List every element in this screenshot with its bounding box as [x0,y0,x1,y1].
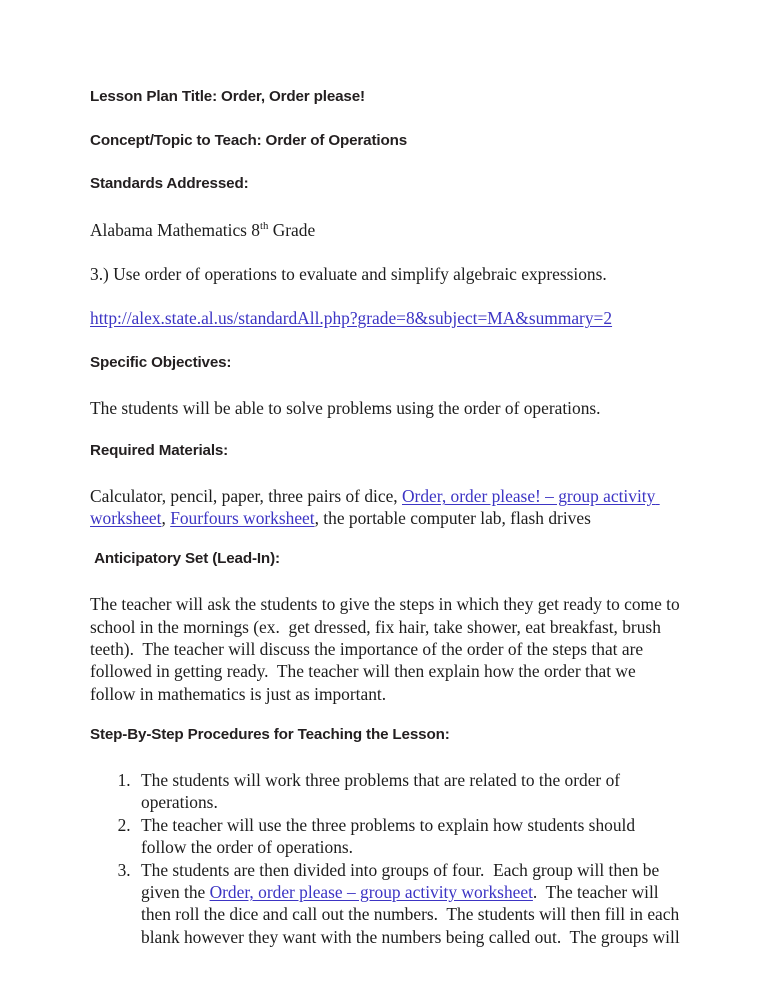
group-activity-worksheet-link[interactable]: Order, order please! – group activity worksheet [90,486,660,529]
document-body [90,88,685,948]
standards-url-link[interactable]: http://alex.state.al.us/standardAll.php?grade=8&subject=MA&summary=2 [90,308,613,329]
anticipatory-set-text: The teacher will ask the students to give the steps in which they get ready to come to school in the mornings (ex. get dressed, fix hair, take shower, eat breakfast, brush teeth). The teacher will discuss the importance of the order of the steps that are followed in getting ready. The teacher will then explain how the order that we follow in mathematics is just as important. [90,594,685,704]
list-item [135,859,682,948]
specific-objectives-heading: Specific Objectives: [90,353,232,371]
ordinal-suffix: th [259,219,269,232]
step-3-suffix-text: . The teacher will then roll the dice and call out the numbers. The students will then fill in each blank however they want with the numbers being called out. The groups will [141,881,684,947]
list-item: 2. The teacher will use the three problems to explain how students should follow the order of operations. [135,814,682,859]
required-materials-text [90,485,682,530]
standards-item-text: 3.) Use order of operations to evaluate and simplify algebraic expressions. [90,263,607,284]
standards-grade-suffix: Grade [268,219,316,240]
list-item: 1. The students will work three problems that are related to the order of operations. [135,769,682,814]
concept-topic-heading: Concept/Topic to Teach: Order of Operations [90,131,408,149]
step-3-prefix-text: The students are then divided into groups of four. Each group will then be given the [141,859,664,902]
group-activity-worksheet-link-step3[interactable]: Order, order please – group activity worksheet [209,881,533,902]
fourfours-worksheet-link[interactable]: Fourfours worksheet [170,508,315,529]
standards-grade-line [90,219,682,241]
standards-addressed-heading: Standards Addressed: [90,175,249,193]
specific-objectives-text: The students will be able to solve problems using the order of operations. [90,398,601,419]
standards-url-paragraph [90,307,682,329]
step-by-step-procedures-heading: Step-By-Step Procedures for Teaching the Lesson: [90,726,450,744]
materials-separator: , [161,508,171,529]
standards-grade-prefix: Alabama Mathematics 8 [90,219,260,240]
materials-prefix-text: Calculator, pencil, paper, three pairs of dice, [90,486,402,507]
lesson-plan-title-heading: Lesson Plan Title: Order, Order please! [90,88,365,105]
required-materials-heading: Required Materials: [90,441,229,459]
materials-suffix-text: , the portable computer lab, flash drives [314,508,591,529]
procedure-steps-list [90,769,682,948]
anticipatory-set-heading: Anticipatory Set (Lead-In): [90,549,280,567]
